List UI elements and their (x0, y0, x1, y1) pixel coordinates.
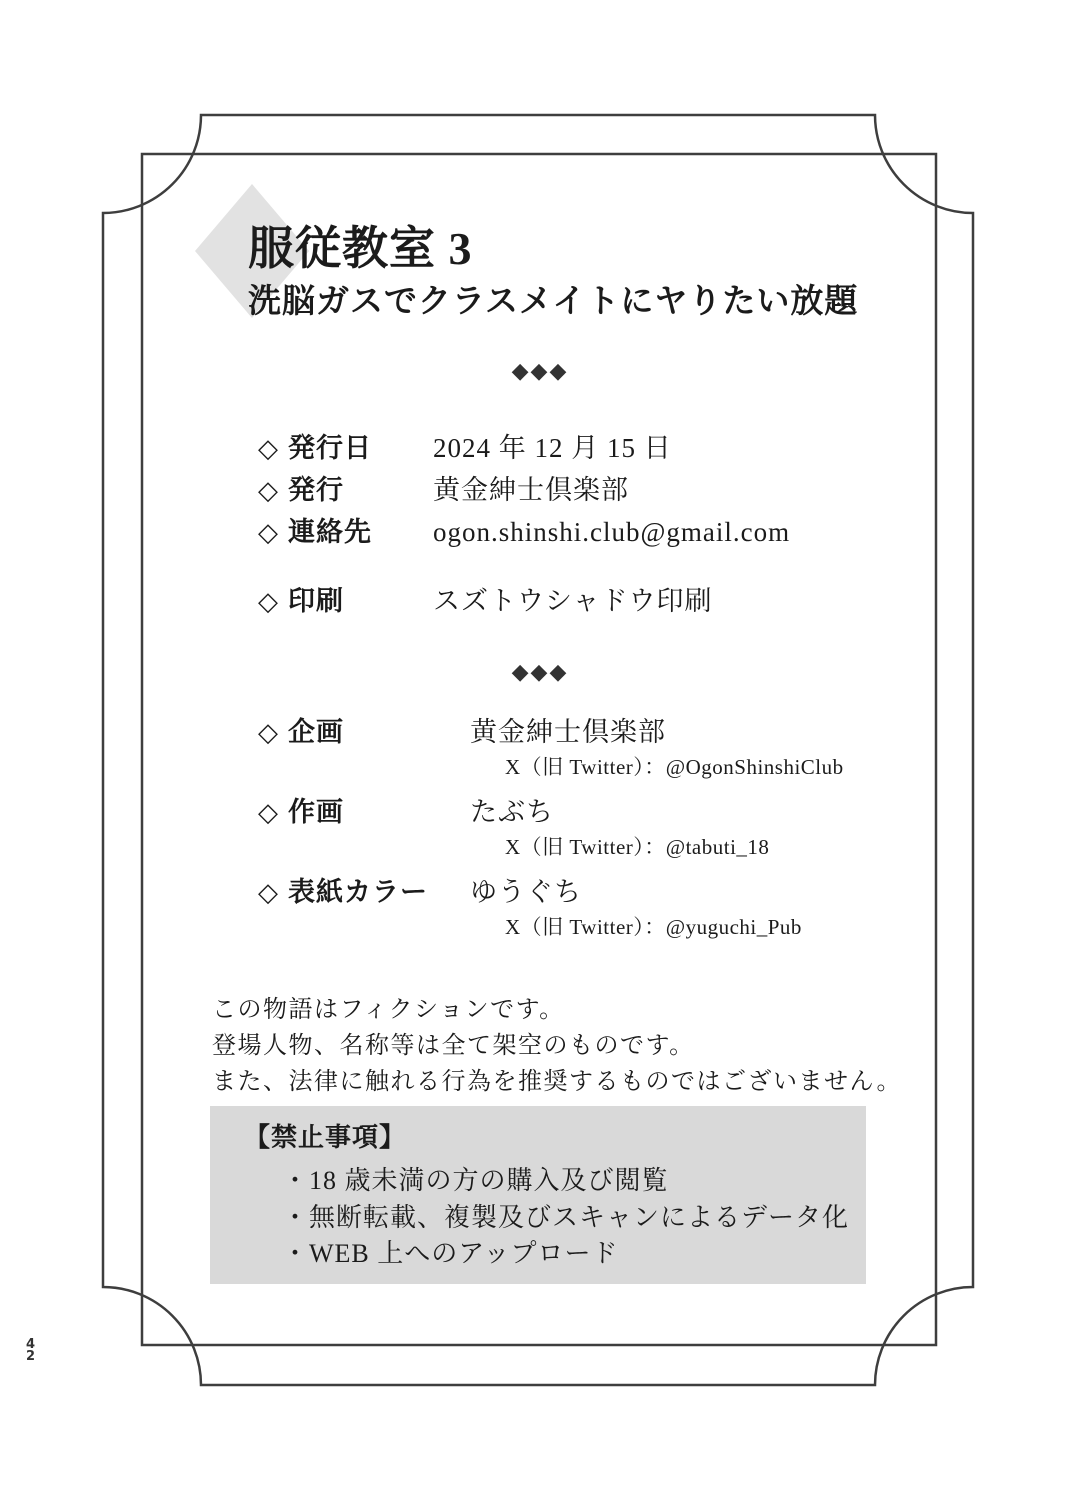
publication-row-publisher (258, 469, 790, 511)
illustration-value: たぶち (470, 797, 554, 827)
publication-row-head (258, 511, 433, 554)
issue-date-label: 発行日 (288, 433, 372, 463)
credit-row-head (258, 872, 470, 913)
disclaimer-line: この物語はフィクションです。 (212, 997, 565, 1023)
disclaimer-line: 登場人物、名称等は全て架空のものです。 (212, 1033, 695, 1059)
page-subtitle: 洗脳ガスでクラスメイトにヤりたい放題 (248, 284, 859, 320)
contact-label: 連絡先 (288, 517, 372, 547)
credit-row-planning (258, 712, 844, 782)
publisher-label: 発行 (288, 475, 344, 505)
credit-main-line (258, 872, 844, 912)
cover-color-value: ゆうぐち (470, 877, 582, 907)
prohibited-item: ・無断転載、複製及びスキャンによるデータ化 (282, 1202, 850, 1232)
prohibited-item: ・WEB 上へのアップロード (282, 1239, 619, 1268)
diamond-outline-icon: ◇ (258, 434, 278, 463)
prohibited-item: ・18 歳未満の方の購入及び閲覧 (282, 1166, 669, 1195)
illustration-social-handle: X（旧 Twitter）：@tabuti_18 (505, 835, 770, 859)
credit-main-line (258, 712, 844, 752)
cover-color-label: 表紙カラー (288, 877, 428, 907)
page-number-digit: 2 (26, 1349, 36, 1364)
diamond-outline-icon: ◇ (258, 878, 278, 907)
disclaimer-line: また、法律に触れる行為を推奨するものではございません。 (212, 1069, 902, 1095)
publisher-value: 黄金紳士倶楽部 (433, 475, 629, 505)
publication-row-head (258, 427, 433, 470)
issue-date-value: 2024 年 12 月 15 日 (433, 433, 672, 463)
diamond-divider: ◆◆◆ (511, 659, 569, 684)
publication-info-section (258, 427, 790, 622)
page-number (26, 1339, 35, 1363)
publication-row-head (258, 580, 433, 623)
prohibited-items-box (210, 1106, 866, 1284)
credit-row-illustration (258, 792, 844, 862)
diamond-outline-icon: ◇ (258, 476, 278, 505)
credit-row-head (258, 792, 470, 833)
publication-row-head (258, 469, 433, 512)
printing-value: スズトウシャドウ印刷 (433, 586, 713, 616)
diamond-outline-icon: ◇ (258, 587, 278, 616)
page-number-digit: 4 (26, 1337, 36, 1352)
prohibited-heading: 【禁止事項】 (244, 1123, 407, 1152)
page-title: 服従教室 3 (248, 223, 473, 274)
prohibited-items-list (282, 1163, 866, 1273)
fiction-disclaimer (212, 992, 902, 1100)
cover-color-social-handle: X（旧 Twitter）：@yuguchi_Pub (505, 915, 802, 939)
diamond-outline-icon: ◇ (258, 718, 278, 747)
illustration-label: 作画 (288, 797, 344, 827)
credits-section (258, 712, 844, 952)
diamond-outline-icon: ◇ (258, 798, 278, 827)
publication-row-issue-date (258, 427, 790, 469)
publication-row-contact (258, 511, 790, 553)
diamond-divider: ◆◆◆ (511, 358, 569, 383)
planning-social-handle: X（旧 Twitter）：@OgonShinshiClub (505, 755, 844, 779)
planning-value: 黄金紳士倶楽部 (470, 717, 666, 747)
title-block (248, 220, 858, 322)
diamond-outline-icon: ◇ (258, 518, 278, 547)
publication-row-printing (258, 580, 790, 622)
credit-main-line (258, 792, 844, 832)
contact-email-value: ogon.shinshi.club@gmail.com (433, 517, 791, 547)
planning-label: 企画 (288, 717, 344, 747)
printing-label: 印刷 (288, 586, 344, 616)
credit-row-head (258, 712, 470, 753)
credit-row-cover-color (258, 872, 844, 942)
